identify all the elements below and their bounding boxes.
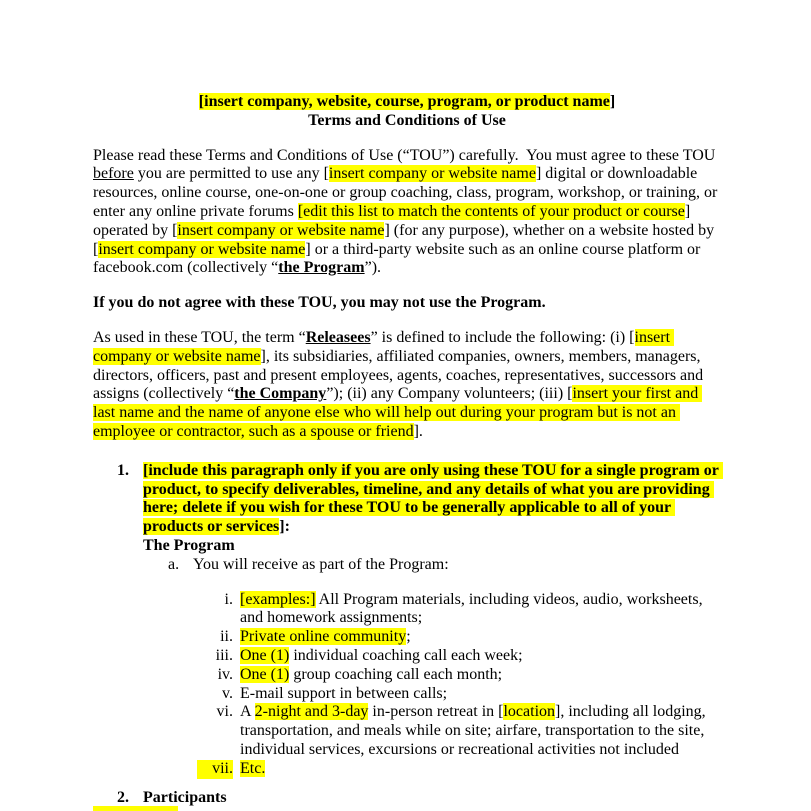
deliverable-ii-marker: ii. — [220, 628, 233, 646]
text-run: in-person retreat in [ — [368, 703, 504, 721]
highlighted-text-run: insert company or website name — [177, 221, 385, 239]
releasees-definition — [93, 329, 721, 442]
highlighted-text-run: [insert company, website, course, program, or product name — [198, 93, 610, 110]
deliverable-i-text — [240, 591, 721, 629]
list-item-2 — [93, 789, 721, 808]
agreement-notice — [93, 294, 721, 313]
deliverable-vi — [93, 703, 721, 759]
document-body — [93, 93, 721, 807]
deliverable-v-marker: v. — [222, 684, 233, 702]
text-run: ”). — [364, 259, 382, 277]
text-run: ” is defined to include the following: (i) [ — [370, 328, 635, 346]
highlighted-text-run: [include this paragraph only if you are only using these TOU for a single program or product, to specify deliverables, timeline, and any details of what you are providing here; delete if you wish for these TOU to be generally applicable to all of your products or services — [143, 461, 723, 536]
title-line-1 — [93, 93, 721, 112]
highlighted-text-run: [edit this list to match the contents of your product or course — [297, 202, 685, 220]
text-run: As used in these TOU, the term “ — [93, 328, 306, 346]
title-line-1-text — [199, 93, 615, 110]
text-run: ] digital or downloadable resources, online course, one-on-one or group coaching, class, program, workshop, or training, or enter any online private forums — [93, 165, 722, 220]
highlighted-text-run: One (1) — [240, 646, 290, 664]
deliverable-ii — [93, 628, 721, 647]
deliverable-i-marker: i. — [224, 590, 233, 608]
highlighted-text-run: 2-night and 3-day — [254, 703, 369, 721]
text-run: ] (for any purpose), whether on a website hosted by [ — [93, 221, 719, 258]
highlighted-text-run: Private online community — [240, 628, 407, 646]
text-run: ] — [609, 93, 616, 110]
deliverable-iii — [93, 647, 721, 666]
deliverable-vii-text — [240, 760, 721, 779]
highlighted-text-run: [examples:] — [240, 590, 316, 608]
deliverable-iii-text — [240, 647, 721, 666]
list-item-1-marker: 1. — [117, 461, 129, 479]
deliverable-vii — [93, 760, 721, 779]
text-run: Participants — [143, 788, 227, 806]
deliverable-vi-text — [240, 703, 721, 759]
text-run: The Program — [143, 536, 235, 554]
highlighted-text-run: Etc. — [240, 759, 266, 777]
text-run: If you do not agree with these TOU, you may not use the Program. — [93, 294, 546, 312]
deliverable-ii-text — [240, 628, 721, 647]
text-run: ] operated by [ — [93, 202, 695, 239]
the-program-heading — [93, 537, 721, 556]
text-run: group coaching call each month; — [289, 665, 503, 683]
deliverable-iii-marker: iii. — [215, 646, 233, 664]
text-run: ]. — [413, 422, 423, 440]
deliverable-vi-marker: vi. — [216, 703, 233, 721]
deliverable-iv-text — [240, 666, 721, 685]
text-run: ], its subsidiaries, affiliated companies, owners, members, managers, directors, officers, past and present employees, agents, coaches, representatives, successors and assigns (collectively “ — [93, 347, 708, 403]
title-line-2-text — [308, 112, 506, 129]
highlighted-text-run: insert company or website name — [328, 165, 536, 183]
intro-paragraph — [93, 147, 721, 279]
highlighted-text-run: location — [503, 703, 556, 721]
list-item-1a-text — [193, 556, 721, 575]
highlighted-text-run: insert your first and last name and the name of anyone else who will help out during your program but is not an employee or contractor, such as a spouse or friend — [93, 385, 703, 440]
text-run: ]: — [279, 518, 290, 536]
text-run: Please read these Terms and Conditions of Use (“TOU”) carefully. You must agree to these TOU — [93, 146, 720, 164]
text-run: You will receive as part of the Program: — [193, 555, 449, 573]
list-item-1a — [93, 556, 721, 575]
title-line-2 — [93, 112, 721, 131]
deliverable-iv — [93, 666, 721, 685]
next-line-highlight-sliver — [93, 806, 178, 811]
the-program-heading-text — [143, 537, 721, 556]
highlighted-text-run: One (1) — [240, 665, 290, 683]
deliverable-v-text — [240, 685, 721, 704]
text-run: Terms and Conditions of Use — [308, 111, 506, 129]
text-run: ; — [406, 628, 411, 646]
text-run: the Company — [234, 385, 327, 403]
text-run: the Program — [278, 259, 365, 277]
agreement-notice-text — [93, 294, 546, 311]
text-run: Releasees — [305, 328, 371, 346]
deliverable-i — [93, 591, 721, 629]
list-item-1a-marker: a. — [168, 555, 180, 573]
text-run: All Program materials, including videos, audio, worksheets, and homework assignments; — [240, 590, 707, 627]
highlighted-text-run: insert company or website name — [93, 328, 675, 365]
text-run: before — [93, 165, 134, 183]
text-run: individual coaching call each week; — [289, 646, 523, 664]
releasees-definition-text — [93, 329, 707, 440]
highlighted-text-run: insert company or website name — [98, 240, 306, 258]
text-run: ] or a third-party website such as an online course platform or facebook.com (collectively “ — [93, 240, 705, 277]
text-run: A — [240, 703, 255, 721]
text-run: ], including all lodging, transportation, and meals while on site; airfare, transportation to the site, individual services, excursions or recreational activities not included — [240, 703, 710, 758]
text-run: you are permitted to use any [ — [133, 165, 329, 183]
intro-paragraph-text — [93, 147, 721, 277]
deliverable-iv-marker: iv. — [217, 665, 233, 683]
list-item-1-text — [143, 462, 721, 537]
text-run: ”); (ii) any Company volunteers; (iii) [ — [326, 385, 573, 403]
deliverable-v — [93, 685, 721, 704]
list-item-1 — [93, 462, 721, 537]
deliverable-vii-marker: vii. — [197, 760, 233, 779]
list-item-2-text — [143, 789, 721, 808]
list-item-2-marker: 2. — [117, 788, 129, 806]
text-run: E-mail support in between calls; — [240, 684, 448, 702]
